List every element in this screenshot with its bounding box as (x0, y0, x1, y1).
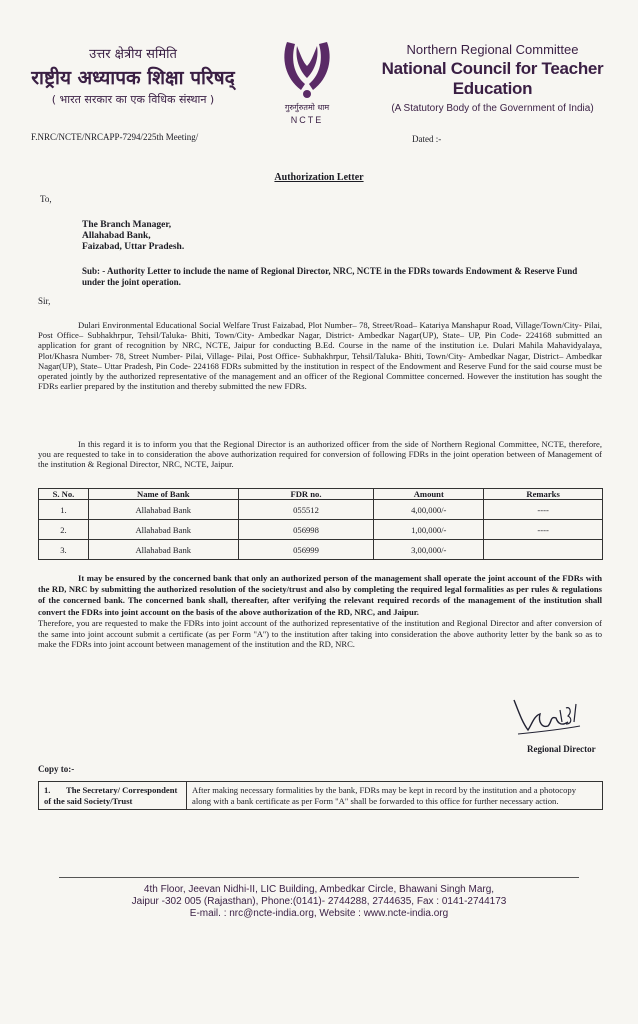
to-label: To, (40, 194, 52, 204)
fdr-table (38, 488, 603, 560)
letterhead-footer (0, 877, 638, 920)
copy-to-label: Copy to:- (38, 764, 75, 774)
table-cell: Allahabad Bank (88, 500, 238, 520)
table-cell: 1. (39, 500, 89, 520)
hindi-statutory-note: ( भारत सरकार का एक विधिक संस्थान ) (51, 93, 215, 106)
signatory-title: Regional Director (527, 744, 596, 754)
footer-divider (59, 877, 579, 878)
body-paragraph-3: It may be ensured by the concerned bank that only an authorized person of the management shall operate the joint account of the FDRs with the RD, NRC by submitting the authorized resolution of the society/trust and also by completing the required legal formalities as per rules & regulations of the concerned bank. The concerned bank shall, thereafter, after verifying the relevant required records of the management of the institution shall convert the FDRs into joint account on the basis of the above authorization of the RD, NRC, and Jaipur. (38, 573, 602, 617)
salutation: Sir, (38, 296, 51, 306)
table-cell: 1,00,000/- (374, 520, 484, 540)
letter-title: Authorization Letter (274, 172, 364, 183)
signature-icon (508, 696, 588, 740)
column-header: Remarks (484, 489, 603, 500)
table-cell: 3. (39, 540, 89, 560)
table-row (39, 540, 603, 560)
subject-line: Sub: - Authority Letter to include the name of Regional Director, NRC, NCTE in the FDRs towards Endowment & Reserve Fund under the joint operation. (82, 266, 578, 287)
logo-motto: गुरुर्गुरुतमो धाम (284, 103, 330, 112)
date-label: Dated :- (412, 134, 442, 144)
address-line: Allahabad Bank, (82, 231, 151, 241)
footer-contact: E-mail. : nrc@ncte-india.org, Website : www.ncte-india.org (189, 908, 449, 919)
table-row (39, 520, 603, 540)
body-paragraph-1: Dulari Environmental Educational Social Welfare Trust Faizabad, Plot Number– 78, Street/Road– Katariya Manshapur Road, Village/Town/City- Pilai, Post Office– Subhakhrpur, Tehsil/Taluka- Bhiti, Town/City- Ambedkar Nagar, District- Ambedkar Nagar(UP), State– UP, Pin Code- 224168 submitted an application for grant of recognition by NRC, NCTE, Jaipur for conducting B.Ed. Course in the name of the institution i.e. Dulari Mahila Mahavidyalaya, Plot/Khasra Number- 78, Street Number- Pilai, Village- Pilai, Post Office- Subhakhrpur, Tehsil/Taluka- Bhiti, Town/City- Ambedkar Nagar, District– Ambedkar Nagar(UP), State– Uttar Pradesh, Pin Code- 224168 FDRs submitted by the institution in respect of the Endowment and Reserve Fund for the said course must be operated jointly by the authorized representative of the management and an officer of the Regional Committee concerned. However the institution has sought the FDRs earlier prepared by the institution and thereby submitted the new FDRs. (38, 320, 602, 392)
table-cell: ---- (484, 500, 603, 520)
table-cell: 056998 (238, 520, 374, 540)
copy-recipient: The Secretary/ Correspondent of the said Society/Trust (44, 785, 178, 806)
column-header: S. No. (39, 489, 89, 500)
hindi-committee-name: उत्तर क्षेत्रीय समिति (89, 47, 177, 62)
footer-phone: Jaipur -302 005 (Rajasthan), Phone:(0141)- 2744288, 2744635, Fax : 0141-2744173 (131, 896, 507, 907)
copy-recipient-cell (39, 782, 187, 810)
table-row (39, 782, 603, 810)
table-cell: ---- (484, 520, 603, 540)
logo-abbreviation: NCTE (290, 115, 324, 125)
statutory-note: (A Statutory Body of the Government of India) (391, 103, 594, 114)
table-header-row (39, 489, 603, 500)
column-header: Name of Bank (88, 489, 238, 500)
column-header: FDR no. (238, 489, 374, 500)
hindi-council-name: राष्ट्रीय अध्यापक शिक्षा परिषद् (31, 67, 235, 89)
copy-instruction: After making necessary formalities by the bank, FDRs may be kept in record by the institution and a photocopy along with a bank certificate as per Form "A" shall be forwarded to this office for further necessary action. (187, 782, 603, 810)
copy-to-table (38, 781, 603, 810)
copy-number: 1. (44, 785, 51, 795)
ncte-emblem-icon (279, 38, 335, 100)
table-cell: 3,00,000/- (374, 540, 484, 560)
table-cell: Allahabad Bank (88, 520, 238, 540)
body-paragraph-4: Therefore, you are requested to make the FDRs into joint account of the authorized representative of the institution and Regional Director and after conversion of the same into joint account submit a certificate (as per Form ''A'') to the institution after taking into consideration the above authority letter by the bank so as to make the FDRs into joint account between management of the institution and the RD, NRC. (38, 618, 602, 650)
address-line: The Branch Manager, (82, 220, 172, 230)
committee-name: Northern Regional Committee (406, 42, 579, 57)
table-cell: 055512 (238, 500, 374, 520)
body-paragraph-2: In this regard it is to inform you that the Regional Director is an authorized officer from the side of Northern Regional Committee, NCTE, therefore, you are requested to take in to consideration the above authorization required for conversion of following FDRs in the joint operation between of Management of the institution & Regional Director, NRC, NCTE, Jaipur. (38, 439, 602, 470)
ncte-logo (268, 38, 346, 128)
letterhead-hindi (8, 44, 258, 107)
footer-address: 4th Floor, Jeevan Nidhi-II, LIC Building, Ambedkar Circle, Bhawani Singh Marg, (143, 884, 495, 895)
table-cell: Allahabad Bank (88, 540, 238, 560)
council-name: National Council for Teacher Education (381, 59, 604, 98)
letterhead-english (350, 42, 635, 114)
table-row (39, 500, 603, 520)
table-cell: 2. (39, 520, 89, 540)
recipient-address (82, 220, 184, 253)
address-line: Faizabad, Uttar Pradesh. (82, 242, 185, 252)
table-cell: 056999 (238, 540, 374, 560)
table-cell: 4,00,000/- (374, 500, 484, 520)
table-cell (484, 540, 603, 560)
reference-number: F.NRC/NCTE/NRCAPP-7294/225th Meeting/ (31, 132, 199, 142)
column-header: Amount (374, 489, 484, 500)
